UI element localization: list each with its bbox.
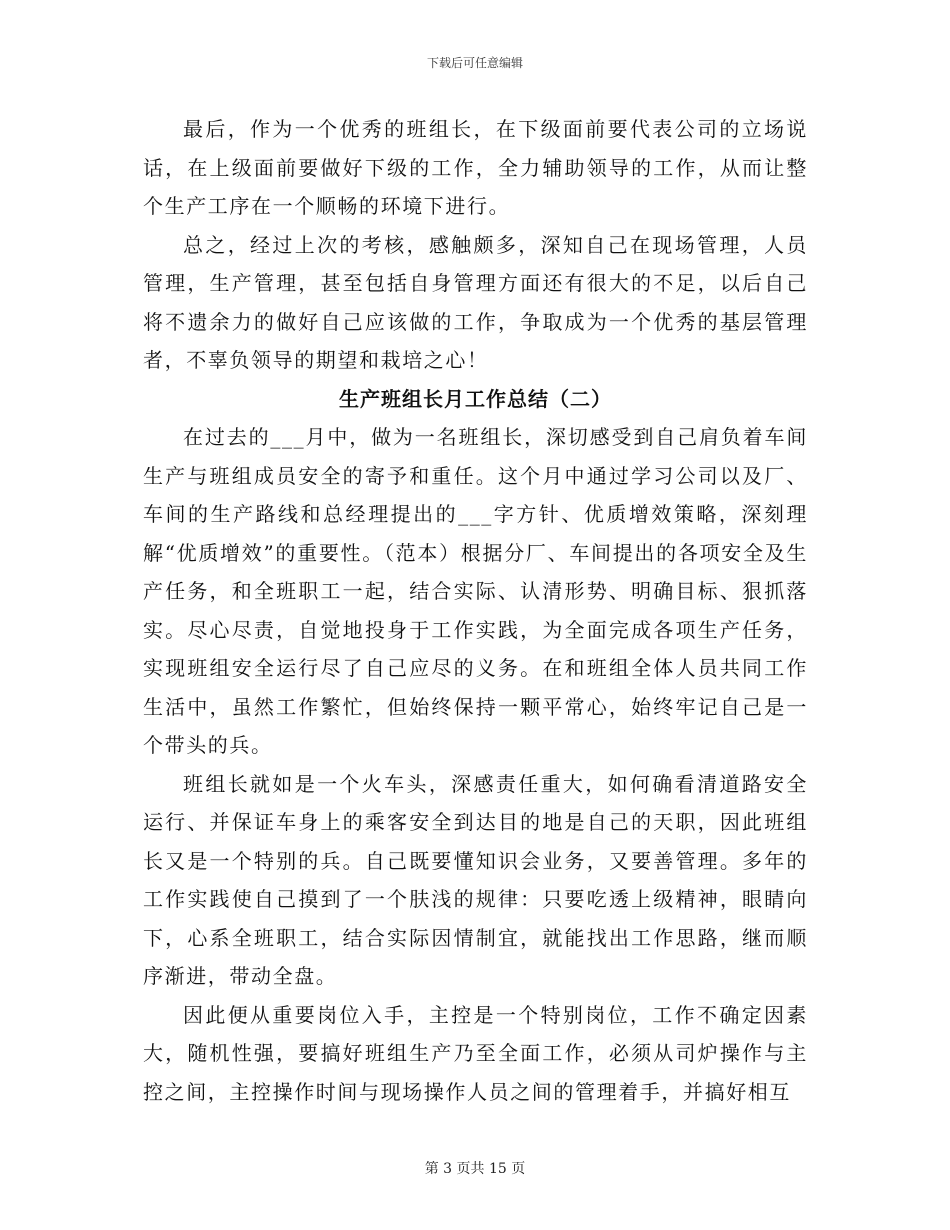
section-title: 生产班组长月工作总结（二） <box>339 386 612 411</box>
paragraph-closing-2: 总之，经过上次的考核，感触颇多，深知自己在现场管理，人员管理，生产管理，甚至包括自身管理方面还有很大的不足，以后自己将不遗余力的做好自己应该做的工作，争取成为一个优秀的基层管理者，不辜负领导的期望和栽培之心！ <box>143 232 808 372</box>
paragraph-body-3: 因此便从重要岗位入手，主控是一个特别岗位，工作不确定因素大，随机性强，要搞好班组生产乃至全面工作，必须从司炉操作与主控之间，主控操作时间与现场操作人员之间的管理着手，并搞好相互 <box>143 1002 808 1104</box>
paragraph-closing-1: 最后，作为一个优秀的班组长，在下级面前要代表公司的立场说话，在上级面前要做好下级的工作，全力辅助领导的工作，从而让整个生产工序在一个顺畅的环境下进行。 <box>143 117 808 218</box>
page-header-note: 下载后可任意编辑 <box>426 56 523 70</box>
paragraph-body-1: 在过去的___月中，做为一名班组长，深切感受到自己肩负着车间生产与班组成员安全的寄予和重任。这个月中通过学习公司以及厂、车间的生产路线和总经理提出的___字方针、优质增效策略，深刻理解“优质增效”的重要性。（范本）根据分厂、车间提出的各项安全及生产任务，和全班职工一起，结合实际、认清形势、明确目标、狠抓落实。尽心尽责，自觉地投身于工作实践，为全面完成各项生产任务，实现班组安全运行尽了自己应尽的义务。在和班组全体人员共同工作生活中，虽然工作繁忙，但始终保持一颗平常心，始终牢记自己是一个带头的兵。 <box>143 425 808 757</box>
document-body <box>143 110 808 1111</box>
paragraph-body-2: 班组长就如是一个火车头，深感责任重大，如何确看清道路安全运行、并保证车身上的乘客安全到达目的地是自己的天职，因此班组长又是一个特别的兵。自己既要懂知识会业务，又要善管理。多年的工作实践使自己摸到了一个肤浅的规律：只要吃透上级精神，眼睛向下，心系全班职工，结合实际因情制宜，就能找出工作思路，继而顺序渐进，带动全盘。 <box>143 771 808 988</box>
page-number-footer: 第 3 页共 15 页 <box>424 1161 526 1177</box>
